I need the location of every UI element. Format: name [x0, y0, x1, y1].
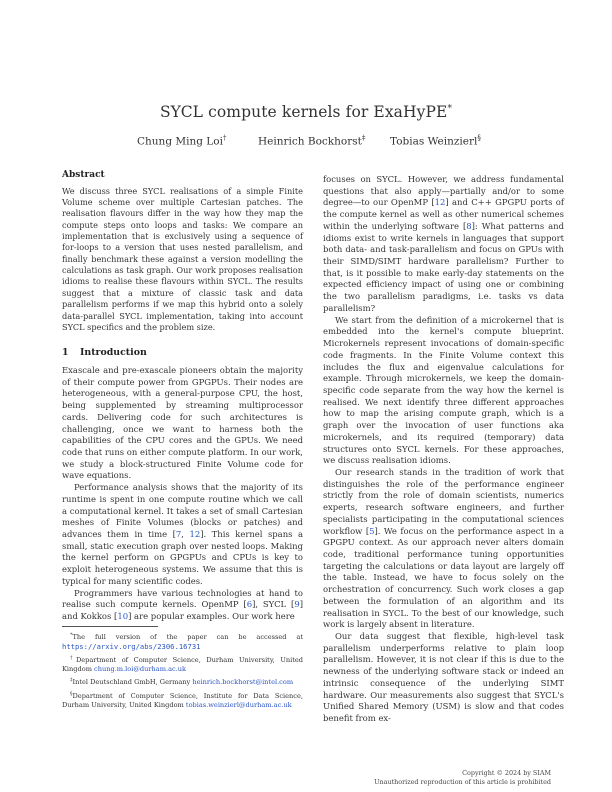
body-paragraph-3 [323, 467, 564, 631]
footnote-2 [62, 654, 303, 674]
footnote-email-link[interactable]: heinrich.bockhorst@intel.com [192, 678, 294, 687]
body-paragraph-2: We start from the definition of a microkernel that is embedded into the kernel's compute blueprint. Microkernels represent invocations of domain-specific code fragments. In the Finite Volume context this includes the flux and eigenvalue calculations for example. Through microkernels, we keep the domain-specific code separate from the way how the kernel is realised. We next identify three different approaches how to map the arising compute graph, which is a graph over the invocation of user functions aka microkernels, and its required (temporary) data structures onto SYCL kernels. For these approaches, we discuss realisation idioms. [323, 314, 564, 466]
body-paragraph-4: Our data suggest that flexible, high-level task parallelism underperforms relative to plain loop parallelism. However, it is not clear if this is due to the newness of the underlying software stack or indeed an intrinsic consequence of the underlying SIMT hardware. Our measurements also suggest that SYCL's Unified Shared Memory (USM) is slow and that codes benefit from ex- [323, 631, 564, 724]
copyright-notice [374, 769, 551, 786]
author-2 [258, 134, 365, 148]
footnote-email-link[interactable]: tobias.weinzierl@durham.ac.uk [185, 700, 292, 709]
citation-link[interactable]: 8 [466, 220, 472, 231]
author-1 [137, 134, 226, 148]
title-footnote-mark: * [447, 103, 453, 114]
citation-link[interactable]: 6 [246, 599, 253, 610]
footnote-4 [62, 690, 303, 710]
section-heading-introduction [62, 347, 303, 359]
paper-title [0, 103, 612, 121]
footnote-text: The full version of the paper can be accessed at [72, 633, 303, 642]
paper-title-text: SYCL compute kernels for ExaHyPE [159, 103, 448, 121]
text-run: ]. This kernel spans a small, static execution graph over nested loops. Making the kernel perform on GPGPUs and CPUs is key to exploit heterogeneous systems. We assume that this is typical for many scientific codes. [62, 528, 303, 586]
footnotes [62, 626, 303, 712]
footnote-url-link[interactable]: https://arxiv.org/abs/2306.16731 [62, 642, 201, 652]
footnote-3 [62, 676, 303, 687]
text-run: Performance analysis shows that the majority of its runtime is spent in one compute routine which we call a computational kernel. It takes a set of small Cartesian meshes of Finite Volumes (blocks or patches) and advances them in time [ [62, 482, 303, 539]
citation-link[interactable]: 9 [294, 599, 300, 610]
footnote-text: Intel Deutschland GmbH, Germany [72, 678, 193, 687]
section-number: 1 [62, 347, 69, 359]
text-run: ]: What patterns and idioms exist to write kernels in languages that support both data- and task-parallelism and focus on GPUs with their SIMD/SIMT hardware parallelism? Further to that, is it possible to make early-day statements on the expected efficiency impact of using one or combining the two parallelism paradigms, i.e. tasks vs data parallelism? [323, 220, 565, 313]
text-run: focuses on SYCL. However, we address fundamental questions that also apply—partially and/or to some degree—to our OpenMP [ [323, 174, 564, 208]
intro-paragraph-3 [62, 588, 303, 623]
footnote-mark: ‡ [70, 677, 73, 684]
text-run: ]. We focus on the performance aspect in a GPGPU context. As our approach never alters domain code, traditional performance tuning opportunities targeting the calculations or data layout are largely off the table. Instead, we have to focus solely on the orchestration of concurrency. Such work closes a gap between the formulation of an algorithm and its realisation in SYCL. To the best of our knowledge, such work is largely absent in literature. [323, 525, 564, 630]
footnote-1 [62, 631, 303, 652]
footnote-email-link[interactable]: chung.m.loi@durham.ac.uk [94, 665, 187, 674]
citation-link[interactable]: 7 [175, 528, 182, 539]
citation-link[interactable]: 10 [117, 611, 129, 621]
author-mark: ‡ [361, 134, 366, 142]
right-column [323, 174, 564, 725]
footnote-divider [62, 626, 158, 627]
intro-paragraph-1: Exascale and pre-exascale pioneers obtain the majority of their compute power from GPGPUs. Their nodes are heterogeneous, with a general-purpose CPU, the host, being supplemented by streaming multiprocessor cards. Delivering code for such architectures is challenging, once we want to harness both the capabilities of the CPU cores and the GPUs. We need code that runs on either compute platform. In our work, we study a block-structured Finite Volume code for wave equations. [62, 364, 303, 481]
text-run: ] and Kokkos [ [62, 599, 303, 621]
section-title: Introduction [80, 347, 147, 359]
left-column [62, 170, 303, 623]
citation-link[interactable]: 12 [434, 197, 446, 208]
text-run: ] are popular examples. Our work here [128, 611, 295, 621]
abstract-heading: Abstract [62, 170, 105, 180]
abstract [62, 170, 303, 333]
author-mark: † [222, 134, 227, 142]
author-mark: § [477, 134, 481, 142]
text-run: Our research stands in the tradition of work that distinguishes the role of the performance engineer strictly from the role of domain scientists, numerics experts, research software engineers, and further specialists participating in the computational sciences workflow [ [323, 466, 564, 536]
footnote-mark: † [70, 655, 76, 662]
text-run: ], SYCL [ [252, 599, 295, 610]
author-3 [390, 134, 481, 148]
copyright-line: Copyright © 2024 by SIAM [462, 769, 551, 777]
intro-paragraph-2 [62, 482, 303, 587]
author-name: Tobias Weinzierl [390, 135, 478, 148]
citation-link[interactable]: 5 [369, 525, 375, 536]
text-run: ] and C++ GPGPU ports of the compute kernel as well as other numerical schemes within the underlying software [ [323, 197, 565, 231]
body-paragraph-1 [323, 174, 564, 315]
author-name: Chung Ming Loi [137, 135, 223, 148]
text-run: Programmers have various technologies at hand to realise such compute kernels. OpenMP [ [62, 587, 303, 610]
footnote-text: Department of Computer Science, Durham University, United Kingdom [62, 656, 304, 674]
footnote-text: Department of Computer Science, Institute for Data Science, Durham University, United Kingdom [62, 691, 303, 709]
author-name: Heinrich Bockhorst [258, 135, 362, 148]
reproduction-notice: Unauthorized reproduction of this article is prohibited [374, 777, 551, 786]
author-list [0, 134, 612, 150]
footnote-mark: § [70, 690, 73, 697]
abstract-text: We discuss three SYCL realisations of a simple Finite Volume scheme over multiple Cartesian patches. The realisation flavours differ in the way how they map the compute steps onto loops and tasks: We compare an implementation that is exclusively using a sequence of for-loops to a version that uses nested parallelism, and finally benchmark these against a version modelling the calculations as task graph. Our work proposes realisation idioms to realise these flavours within SYCL. The results suggest that a mixture of classic task and data parallelism performs if we map this hybrid onto a solely data-parallel SYCL implementation, taking into account SYCL specifics and the problem size. [62, 185, 303, 332]
footnote-mark: * [70, 632, 73, 638]
text-run: , [181, 528, 190, 539]
citation-link[interactable]: 12 [189, 528, 201, 539]
